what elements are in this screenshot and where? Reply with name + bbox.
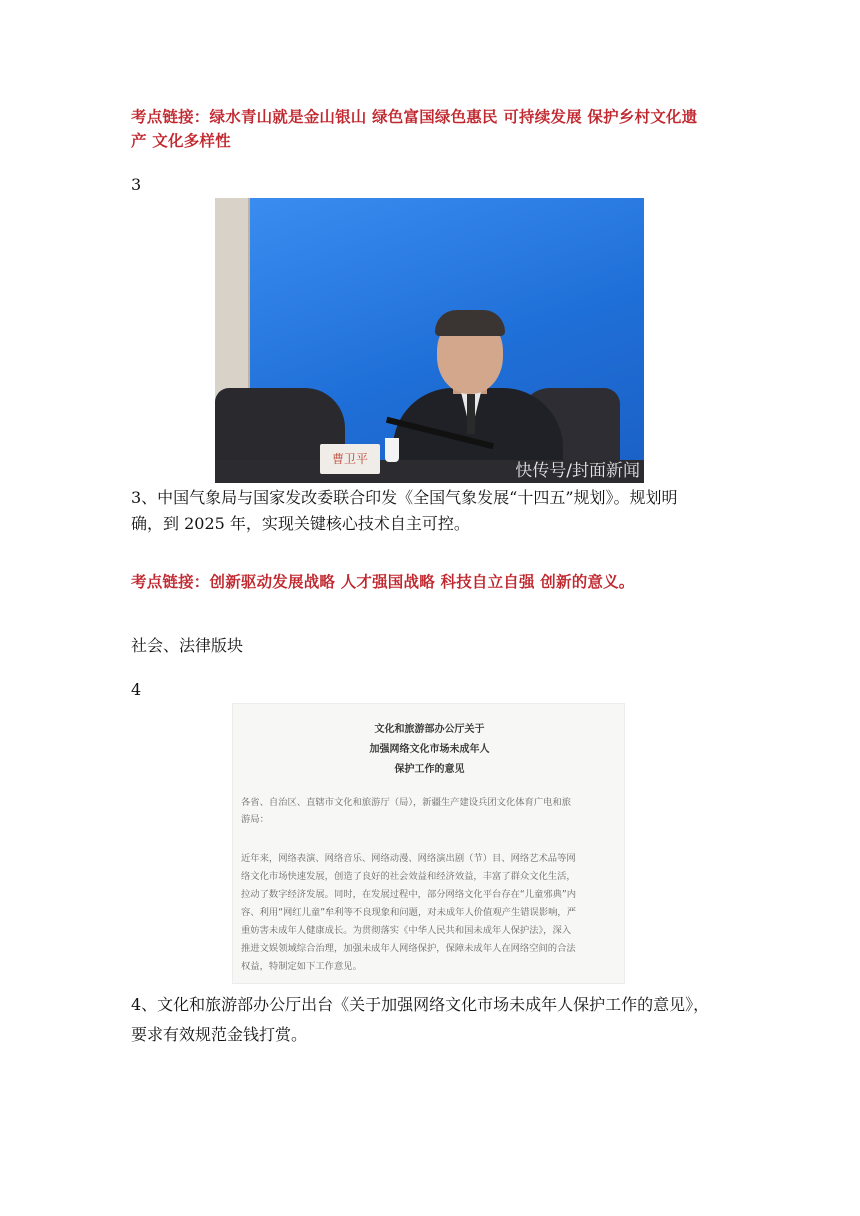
exam-link-1-line2: 产 文化多样性 xyxy=(131,132,231,150)
item-4-line1: 4、文化和旅游部办公厅出台《关于加强网络文化市场未成年人保护工作的意见》， xyxy=(131,995,710,1014)
doc-title-line1: 文化和旅游部办公厅关于 xyxy=(374,724,485,735)
exam-link-1-line1: 考点链接：绿水青山就是金山银山 绿色富国绿色惠民 可持续发展 保护乡村文化遗 xyxy=(131,108,698,126)
policy-document-image xyxy=(232,703,625,984)
item-number-4: 4 xyxy=(131,680,142,699)
doc-body-line1: 近年来，网络表演、网络音乐、网络动漫、网络演出剧（节）目、网络艺术品等网 xyxy=(241,853,576,864)
item-3-line2: 确，到 2025 年，实现关键核心技术自主可控。 xyxy=(131,514,470,533)
doc-salutation-line1: 各省、自治区、直辖市文化和旅游厅（局），新疆生产建设兵团文化体育广电和旅 xyxy=(241,797,572,808)
exam-link-2: 考点链接：创新驱动发展战略 人才强国战略 科技自立自强 创新的意义。 xyxy=(131,573,635,591)
doc-body-line7: 权益，特制定如下工作意见。 xyxy=(241,961,362,972)
photo-watermark: 快传号/封面新闻 xyxy=(515,461,640,481)
doc-body-line6: 推进文娱领域综合治理，加强未成年人网络保护，保障未成年人在网络空间的合法 xyxy=(241,943,576,954)
section-heading: 社会、法律版块 xyxy=(131,636,244,655)
item-4-line2: 要求有效规范金钱打赏。 xyxy=(131,1025,308,1044)
press-conference-photo xyxy=(215,198,644,483)
doc-body-line3: 拉动了数字经济发展。同时，在发展过程中，部分网络文化平台存在“儿童邪典”内 xyxy=(241,889,577,900)
doc-salutation-line2: 游局： xyxy=(241,814,269,825)
item-number-3: 3 xyxy=(131,175,142,194)
doc-body-line2: 络文化市场快速发展，创造了良好的社会效益和经济效益，丰富了群众文化生活， xyxy=(241,871,576,882)
doc-body-line5: 重妨害未成年人健康成长。为贯彻落实《中华人民共和国未成年人保护法》，深入 xyxy=(241,925,572,936)
doc-title-line3: 保护工作的意见 xyxy=(394,764,465,775)
doc-body-line4: 容、利用“网红儿童”牟利等不良现象和问题，对未成年人价值观产生错误影响，严 xyxy=(241,907,577,918)
doc-title-line2: 加强网络文化市场未成年人 xyxy=(369,744,490,755)
item-3-line1: 3、中国气象局与国家发改委联合印发《全国气象发展“十四五”规划》。规划明 xyxy=(131,488,678,507)
speaker-nameplate: 曹卫平 xyxy=(320,444,380,474)
